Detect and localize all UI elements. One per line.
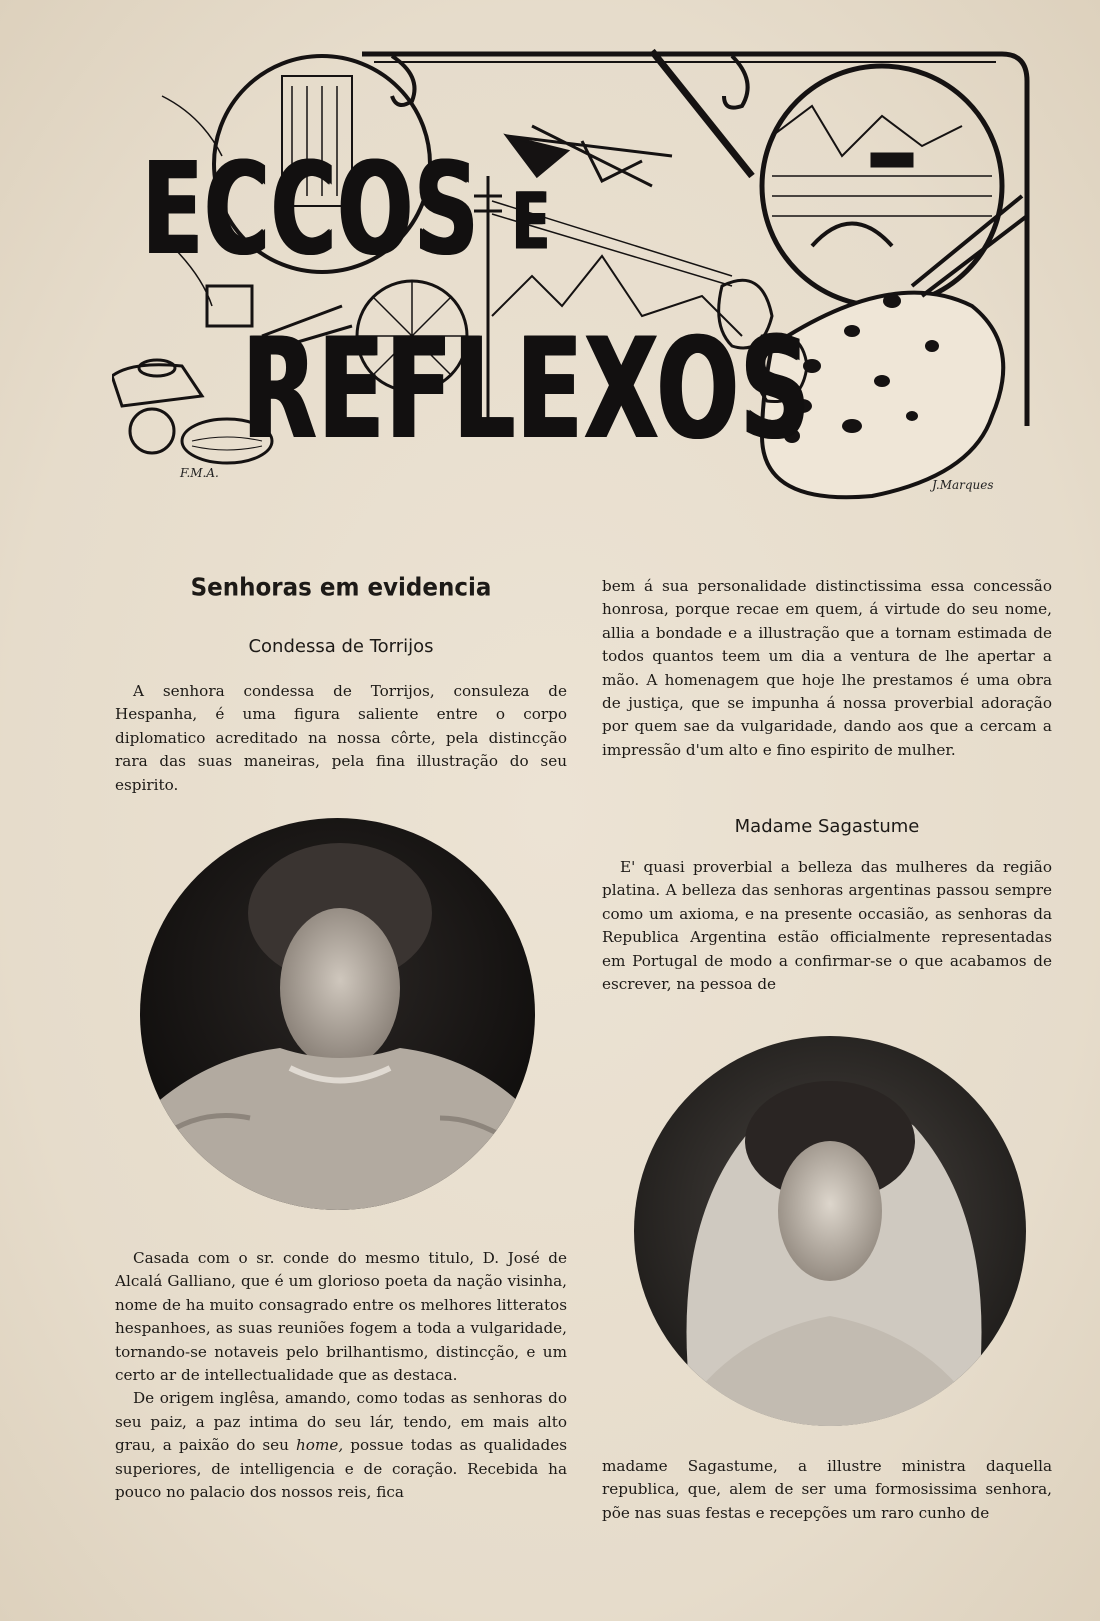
artist-signature-right: J.Marques <box>932 478 994 492</box>
masthead-illustration <box>112 46 1042 502</box>
portrait-photo <box>634 1036 1026 1426</box>
article-paragraph-sagastume <box>602 856 1052 996</box>
paragraph-text: madame Sagastume, a illustre ministra daquella republica, que, alem de ser uma formosissima senhora, põe nas suas festas e recepções um raro cunho de <box>602 1457 1052 1522</box>
subheading-condessa: Condessa de Torrijos <box>248 636 434 657</box>
paragraph-text: E' quasi proverbial a belleza das mulheres da região platina. A belleza das senhoras argentinas passou sempre como um axioma, e na presente occasião, as senhoras da Republica Argentina estão officialmente representadas em Portugal de modo a confirmar-se o que acabamos de escrever, na pessoa de <box>602 858 1052 994</box>
masthead-title-eccos: ECCOS <box>142 134 480 284</box>
article-paragraph-1 <box>115 680 567 797</box>
article-paragraph-sagastume-2 <box>602 1455 1052 1525</box>
artist-signature-left: F.M.A. <box>180 466 219 480</box>
subheading-madame-sagastume: Madame Sagastume <box>734 816 920 837</box>
paragraph-text-3a: De origem inglêsa, amando, como todas as senhoras do seu paiz, a paz intima do seu lár, tendo, em mais alto grau, a paixão do seu <box>115 1389 567 1455</box>
article-paragraph-continued <box>602 575 1052 762</box>
portrait-madame-sagastume <box>634 1036 1026 1426</box>
paragraph-text: Casada com o sr. conde do mesmo titulo, D. José de Alcalá Galliano, que é um glorioso poeta da nação visinha, nome de ha muito consagrado entre os melhores litteratos hespanhoes, as suas reuniões fogem a toda a vulgaridade, tornando-se notaveis pelo brilhantismo, distincção, e um certo ar de intellectualidade que as destaca. <box>115 1249 567 1385</box>
section-heading: Senhoras em evidencia <box>190 573 492 603</box>
paragraph-text-3b: possue todas as qualidades superiores, de intelligencia e de coração. Recebida ha pouco no palacio dos nossos reis, fica <box>115 1436 567 1502</box>
masthead-title-e: E <box>512 176 551 268</box>
portrait-photo <box>140 818 535 1210</box>
paragraph-text: bem á sua personalidade distinctissima essa concessão honrosa, porque recae em quem, á virtude do seu nome, allia a bondade e a illustração que a tornam estimada de todos quantos teem um dia a ventura de lhe apertar a mão. A homenagem que hoje lhe prestamos é uma obra de justiça, que se impunha á nossa proverbial adoração por quem sae da vulgaridade, dando aos que a cercam a impressão d'um alto e fino espirito de mulher. <box>602 577 1052 759</box>
italic-word-home: home, <box>296 1436 344 1455</box>
masthead-title-reflexos: REFLEXOS <box>242 308 812 471</box>
paragraph-text: A senhora condessa de Torrijos, consuleza de Hespanha, é uma figura saliente entre o corpo diplomatico acreditado na nossa côrte, pela distincção rara das suas maneiras, pela fina illustração do seu espirito. <box>115 682 567 794</box>
paragraph-text-3 <box>115 1387 567 1504</box>
portrait-condessa-de-torrijos <box>140 818 535 1210</box>
article-paragraph-2 <box>115 1247 567 1504</box>
